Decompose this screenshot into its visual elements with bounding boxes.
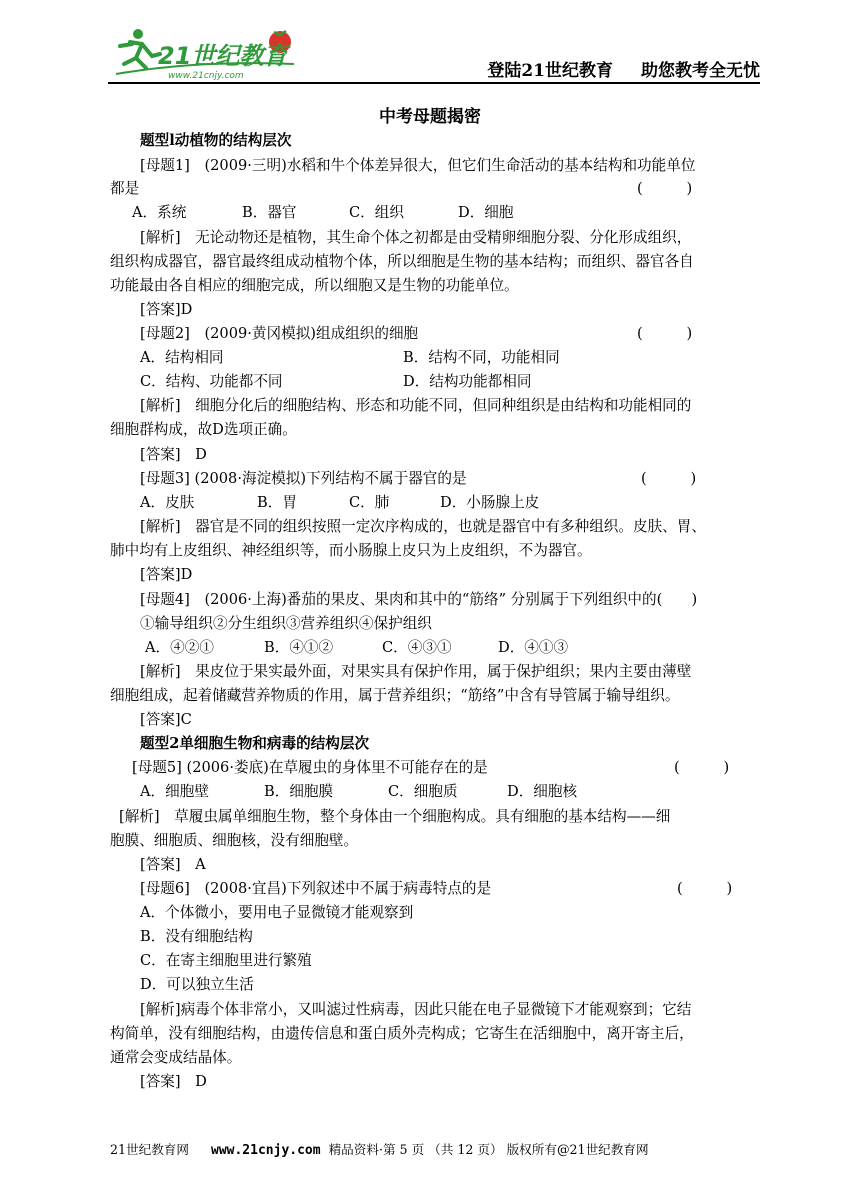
- text-line-q6o1: A．个体微小，要用电子显微镜才能观察到: [140, 904, 414, 921]
- text-line-a6b: 构简单，没有细胞结构，由遗传信息和蛋白质外壳构成；它寄生在活细胞中，离开寄主后，: [110, 1025, 694, 1042]
- footer-url: www.21cnjy.com: [211, 1143, 321, 1158]
- option-q3o-1: B．胃: [257, 494, 297, 511]
- text-line-q6o3: C．在寄主细胞里进行繁殖: [140, 952, 312, 969]
- option-q5o-3: D．细胞核: [507, 783, 578, 800]
- text-line-q6a: [母题6] (2008·宜昌)下列叙述中不属于病毒特点的是: [140, 880, 492, 897]
- text-line-a1c: 功能最由各自相应的细胞完成，所以细胞又是生物的功能单位。: [110, 277, 519, 294]
- option-q5o-2: C．细胞质: [388, 783, 458, 800]
- text-line-k6: [答案] D: [140, 1073, 207, 1090]
- option-q1o-1: B．器官: [242, 204, 297, 221]
- text-line-q4b: ①输导组织②分生组织③营养组织④保护组织: [140, 615, 432, 632]
- option-q1o-0: A．系统: [132, 204, 187, 221]
- text-line-q1b: 都是: [110, 180, 140, 197]
- text-line-a6c: 通常会变成结晶体。: [110, 1049, 242, 1066]
- text-line-k1: [答案]D: [140, 301, 193, 318]
- footer-info: 精品资料·第 5 页 （共 12 页） 版权所有@21世纪教育网: [328, 1142, 649, 1157]
- section-heading-s2: 题型2单细胞生物和病毒的结构层次: [140, 735, 370, 752]
- logo-url: www.21cnjy.com: [168, 71, 244, 81]
- option-q4o-2: C．④③①: [382, 639, 452, 656]
- option-q5o-0: A．细胞壁: [140, 783, 209, 800]
- text-line-q4a: [母题4] (2006·上海)番茄的果皮、果肉和其中的“筋络” 分别属于下列组织中的( ): [140, 591, 698, 608]
- slogan-left: 登陆21世纪教育: [487, 61, 613, 81]
- option-q4o-3: D．④①③: [498, 639, 569, 656]
- section-heading-s1: 题型l动植物的结构层次: [140, 132, 292, 149]
- answer-paren-q2p: ( ): [637, 325, 693, 342]
- option-q2o1-0: A．结构相同: [140, 349, 224, 366]
- logo-text: 21世纪教育: [158, 42, 288, 70]
- option-q3o-0: A．皮肤: [140, 494, 195, 511]
- text-line-k3: [答案]D: [140, 566, 193, 583]
- text-line-q3a: [母题3] (2008·海淀模拟)下列结构不属于器官的是: [140, 470, 467, 487]
- text-line-k5: [答案] A: [140, 856, 206, 873]
- answer-paren-q3p: ( ): [641, 470, 697, 487]
- text-line-q5a: [母题5] (2006·娄底)在草履虫的身体里不可能存在的是: [132, 759, 488, 776]
- footer-site: 21世纪教育网: [110, 1142, 189, 1157]
- page-title: 中考母题揭密: [379, 107, 481, 127]
- option-q4o-0: A．④②①: [145, 639, 214, 656]
- text-line-k4: [答案]C: [140, 711, 192, 728]
- text-line-a2a: [解析] 细胞分化后的细胞结构、形态和功能不同，但同种组织是由结构和功能相同的: [140, 397, 692, 414]
- text-line-a2b: 细胞群构成，故D选项正确。: [110, 421, 297, 438]
- text-line-q6o2: B．没有细胞结构: [140, 928, 253, 945]
- option-q2o2-0: C．结构、功能都不同: [140, 373, 283, 390]
- text-line-k2: [答案] D: [140, 446, 207, 463]
- slogan-right: 助您教考全无忧: [641, 61, 760, 81]
- answer-paren-q1p: ( ): [637, 180, 693, 197]
- option-q2o1-1: B．结构不同，功能相同: [403, 349, 560, 366]
- text-line-a3a: [解析] 器官是不同的组织按照一定次序构成的，也就是器官中有多种组织。皮肤、胃、: [140, 518, 706, 535]
- answer-paren-q5p: ( ): [674, 759, 730, 776]
- text-line-a5a: [解析] 草履虫属单细胞生物，整个身体由一个细胞构成。具有细胞的基本结构——细: [119, 808, 671, 825]
- text-line-a5b: 胞膜、细胞质、细胞核，没有细胞壁。: [110, 832, 359, 849]
- option-q4o-1: B．④①②: [264, 639, 334, 656]
- text-line-a6a: [解析]病毒个体非常小，又叫滤过性病毒，因此只能在电子显微镜下才能观察到；它结: [140, 1001, 692, 1018]
- text-line-q2a: [母题2] (2009·黄冈模拟)组成组织的细胞: [140, 325, 419, 342]
- page-footer: [110, 1139, 649, 1158]
- option-q2o2-1: D．结构功能都相同: [403, 373, 532, 390]
- option-q3o-3: D．小肠腺上皮: [440, 494, 540, 511]
- text-line-a3b: 肺中均有上皮组织、神经组织等，而小肠腺上皮只为上皮组织，不为器官。: [110, 542, 592, 559]
- text-line-a1b: 组织构成器官，器官最终组成动植物个体，所以细胞是生物的基本结构；而组织、器官各自: [110, 253, 694, 270]
- text-line-a1a: [解析] 无论动物还是植物，其生命个体之初都是由受精卵细胞分裂、分化形成组织，: [140, 229, 692, 246]
- text-line-a4b: 细胞组成，起着储藏营养物质的作用，属于营养组织；“筋络”中含有导管属于输导组织。: [110, 687, 680, 704]
- option-q1o-3: D．细胞: [458, 204, 514, 221]
- answer-paren-q6p: ( ): [677, 880, 733, 897]
- option-q3o-2: C．肺: [349, 494, 390, 511]
- option-q5o-1: B．细胞膜: [264, 783, 334, 800]
- text-line-q6o4: D．可以独立生活: [140, 976, 254, 993]
- option-q1o-2: C．组织: [349, 204, 404, 221]
- text-line-a4a: [解析] 果皮位于果实最外面，对果实具有保护作用，属于保护组织；果内主要由薄壁: [140, 663, 692, 680]
- text-line-q1a: [母题1] (2009·三明)水稻和牛个体差异很大，但它们生命活动的基本结构和功能单位: [140, 157, 696, 174]
